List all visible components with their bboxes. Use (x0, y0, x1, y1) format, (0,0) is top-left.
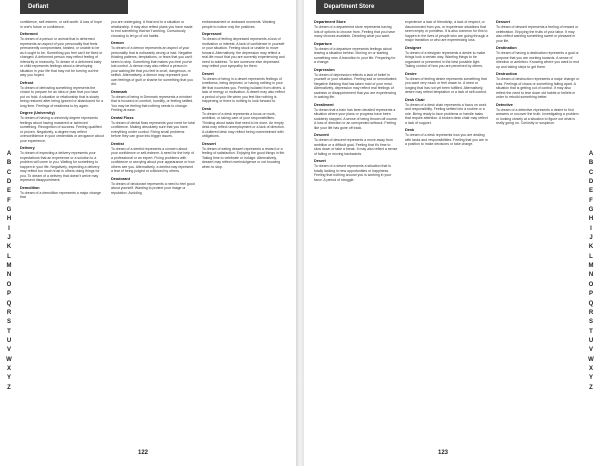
alphabet-letter: Y (6, 375, 11, 382)
dictionary-entry (20, 146, 104, 183)
entry-definition: confidence, self-esteem, or self-worth. A loss of hope in one's future or confidence. (20, 20, 102, 29)
entry-term: Depressed (202, 32, 222, 36)
alphabet-letter: V (6, 347, 11, 354)
entry-definition: you are undergoing. A final end to a situation or relationship. It may also reflect plans you have made to end something that isn't working. Consciously choosing to let go of old habits. (111, 20, 193, 38)
alphabet-letter: U (6, 337, 12, 344)
dictionary-entry (111, 90, 195, 113)
entry-term: Department Store (314, 20, 346, 24)
alphabet-letter: O (6, 281, 12, 288)
entry-term: Dessert (496, 20, 510, 24)
dictionary-entry (314, 42, 398, 65)
alphabet-letter: Q (588, 300, 594, 307)
alphabet-letter: K (588, 244, 594, 251)
alphabet-letter: M (6, 263, 12, 270)
text-columns (20, 20, 286, 434)
entry-definition: To dream of a desk represents a focus on work, ambition, or taking care of your responsibilities. Thinking about tasks that need to be done. An empty desk may reflect unemployment or a lack of direction. A cluttered desk may reflect being overwhelmed with obligations. (202, 111, 285, 138)
alphabet-letter: K (6, 244, 12, 251)
alphabet-letter: G (6, 207, 12, 214)
entry-definition: To dream of a desk represents how you are dealing with tasks and responsibilities. Feeling that you are in a position to make decisions or take charge. (405, 133, 488, 146)
dictionary-entry (496, 20, 580, 43)
entry-definition: To dream of depression reflects a lack of belief in yourself or your situation. Feeling sad or unmotivated. Negative thinking that has taken hold of your mind. Alternatively, depression may reflect real feelings of sadness or disappointment that you are experiencing in waking life. (314, 72, 398, 99)
entry-definition: To dream of a department store represents having lots of options to choose from. Feeling that you have many choices available. Deciding what you want. (314, 25, 396, 38)
alphabet-letter: A (588, 151, 594, 157)
entry-definition: embarrassment or awkward moments. Wanting people to notice only the positives. (202, 20, 276, 29)
entry-term: Deodorant (111, 176, 130, 181)
page-number: 122 (138, 450, 149, 456)
entry-definition: To dream that a train has been derailed represents a situation where your plans or progress have been suddenly stopped. A sense of being thrown off course. A loss of direction or an unexpected setback. Feeling like your life has gone off track. (314, 107, 398, 130)
text-column (405, 20, 489, 434)
dictionary-entry (202, 72, 286, 104)
dictionary-entry (314, 103, 398, 131)
dictionary-entry (111, 177, 195, 196)
entry-definition: To dream of a person or animal that is deformed represents an aspect of your personality that feels permanently compromised, twisted, or unable to be as it ought to be. Something you feel can't be fixed or changed. A deformed person may reflect feeling of inferiority or insecurity. To dream of a deformed baby or child represents feelings about a developing situation in your life that may not be turning out the way you hoped. (20, 37, 103, 77)
alphabet-letter: B (6, 160, 12, 167)
alphabet-letter: S (6, 319, 11, 326)
entry-term: Desert (314, 159, 326, 163)
entry-term: Derailment (314, 102, 334, 107)
dictionary-entry (496, 103, 580, 126)
alphabet-letter: P (588, 291, 593, 298)
entry-definition: To dream of having a university degree represents feelings about having mastered or achieved something. Recognition of success. Feeling qualified or proven. Negatively, a degree may reflect overconfidence in your credentials or arrogance about your experience. (20, 116, 104, 143)
dictionary-entry (111, 20, 195, 38)
alphabet-letter: R (6, 309, 12, 316)
dictionary-entry (496, 46, 580, 69)
alphabet-index (4, 150, 14, 393)
alphabet-letter: E (6, 188, 11, 195)
alphabet-letter: D (588, 179, 594, 186)
entry-definition: To dream of a demon represents an aspect of your personality that is noticeably wrong or bad. Negative thinking patterns, temptations, or fears that you can't seem to stop. Something that makes you feel you've lost control. A demon may also reflect a person in your waking life that you feel is cruel, dangerous, or selfish. Alternatively, a demon may represent your own feelings of guilt or shame for something that you did. (111, 46, 193, 86)
alphabet-letter: G (588, 207, 594, 214)
alphabet-letter: B (588, 160, 594, 167)
entry-term: Deformed (20, 32, 38, 36)
entry-definition: To dream of expecting a delivery represents your expectations that an experience or a solution to a problem will come to you. Waiting for something to happen in your life. Negatively, expecting a delivery may reflect too much trust in others doing things for you. To dream of a delivery that doesn't arrive may represent disappointment. (20, 151, 100, 182)
entry-definition: To dream of eating dessert represents a reward or a feeling of satisfaction. Enjoying the good things in life. Taking time to celebrate or indulge. Alternatively, dessert may reflect overindulgence or not knowing when to stop. (202, 146, 286, 169)
alphabet-letter: X (6, 365, 11, 372)
alphabet-letter: F (7, 197, 11, 204)
entry-term: Demon (111, 41, 124, 45)
dictionary-entry (405, 20, 489, 43)
entry-definition: To dream of a dentist represents a concern about your confidence or self-esteem. A need for the help of a professional or an expert. Fixing problems with confidence or worrying about your appearance or how others see you. Alternatively, a dentist may represent a fear of being judged or criticized by others. (111, 146, 195, 173)
entry-definition: To dream of a desert represents a situation that is totally lacking in new opportunities or happiness. Feeling that nothing around you is working in your favor. A period of struggle. (314, 164, 392, 182)
dictionary-entry (202, 142, 286, 170)
alphabet-letter: E (588, 188, 593, 195)
entry-definition: To dream of dessert represents a feeling of reward or celebration. Enjoying the fruits of your labor. It may also reflect wanting something sweet or pleasant in your life. (496, 25, 579, 43)
dictionary-entry (405, 128, 489, 147)
alphabet-letter: N (6, 272, 12, 279)
entry-definition: To dream of dental floss represents your need for total confidence. Making absolutely sure that you have everything under control. Fixing small problems before they can grow into bigger issues. (111, 120, 195, 138)
alphabet-letter: H (588, 216, 594, 223)
entry-term: Desire (405, 71, 417, 76)
text-column (314, 20, 398, 434)
text-column (202, 20, 286, 434)
dictionary-entry (20, 32, 104, 78)
entry-definition: To dream of having a destination represents a goal or purpose that you are working towards. A sense of direction or ambition. Knowing where you want to end up and taking steps to get there. (496, 51, 580, 69)
entry-term: Depression (314, 67, 335, 72)
entry-definition: To dream of being in Denmark represents a mindset that is focused on comfort, humility, or feeling settled. You may be feeling that nothing needs to change. Feeling at ease. (111, 94, 194, 112)
dictionary-entry (314, 159, 398, 182)
page-header-tab: Defiant (20, 0, 128, 14)
alphabet-letter: Q (6, 300, 12, 307)
entry-term: Desk (405, 128, 415, 132)
alphabet-letter: Y (588, 375, 593, 382)
dictionary-entry (314, 68, 398, 100)
alphabet-letter: W (588, 356, 594, 363)
entry-term: Dessert (202, 141, 216, 146)
entry-definition: To dream of descent represents a move away from ambition or a difficult goal. Feeling that it's time to slow down or take a break. It may also reflect a sense of failing or moving backwards. (314, 138, 398, 156)
dictionary-entry (20, 81, 104, 109)
entry-definition: To dream of a departure represents feelings about leaving a situation behind. Moving on or starting something new. A transition in your life. Preparing for a change. (314, 46, 396, 64)
dictionary-entry (405, 98, 489, 126)
alphabet-letter: Z (7, 384, 11, 391)
alphabet-letter: T (589, 328, 593, 335)
alphabet-letter: J (589, 235, 593, 242)
entry-term: Descent (314, 133, 329, 137)
alphabet-index (586, 150, 596, 393)
dictionary-entry (405, 72, 489, 95)
entry-term: Delivery (20, 146, 35, 150)
alphabet-letter: J (7, 235, 11, 242)
alphabet-letter: T (7, 328, 11, 335)
dictionary-entry (20, 186, 104, 200)
entry-term: Designer (405, 45, 422, 50)
entry-term: Dentist (111, 141, 124, 146)
dictionary-entry (111, 41, 195, 87)
alphabet-letter: R (588, 309, 594, 316)
entry-definition: To dream of deodorant represents a need to feel good about yourself. Wanting to protect your image or reputation. Avoiding (111, 181, 195, 195)
entry-definition: To dream of being in a desert represents feelings of loneliness, being deprived, or having nothing in your life that nourishes you. Feeling isolated from others. A lack of energy or motivation. A desert may also reflect a period of your life when you feel like nothing is happening or there is nothing to look forward to. (202, 76, 286, 103)
entry-definition: To dream of feeling desire represents something that you want very much or feel drawn to. A need or longing that has not yet been fulfilled. Alternatively, desire may reflect temptation or a lack of self-control. (405, 76, 488, 94)
dictionary-entry (202, 32, 286, 69)
left-page (0, 0, 296, 466)
entry-term: Denmark (111, 89, 128, 94)
text-columns (314, 20, 580, 434)
entry-term: Degree (University) (20, 111, 55, 115)
dictionary-entry (496, 72, 580, 100)
dictionary-entry (405, 46, 489, 69)
right-page (304, 0, 600, 466)
entry-definition: experience a lack of friendship, a lack of respect, or disconnected from you, or experience situations that seem empty or pointless. It is also common for this to happen in the lives of people who are going through a major transition or who are experiencing loss. (405, 20, 489, 42)
dictionary-entry (20, 111, 104, 143)
entry-term: Detective (496, 102, 513, 107)
alphabet-letter: V (588, 347, 593, 354)
alphabet-letter: N (588, 272, 594, 279)
page-header-tab: Department Store (316, 0, 424, 14)
alphabet-letter: L (7, 253, 11, 260)
alphabet-letter: C (588, 169, 594, 176)
page-number: 123 (438, 450, 449, 456)
entry-term: Demolition (20, 185, 40, 190)
alphabet-letter: I (590, 225, 592, 232)
entry-term: Dental Floss (111, 115, 134, 120)
book-gutter (296, 0, 304, 466)
alphabet-letter: P (6, 291, 11, 298)
alphabet-letter: A (6, 151, 12, 157)
alphabet-letter: H (6, 216, 12, 223)
text-column (20, 20, 104, 434)
dictionary-entry (20, 20, 104, 29)
alphabet-letter: D (6, 179, 12, 186)
entry-term: Desert (202, 71, 214, 76)
entry-term: Destruction (496, 72, 518, 76)
entry-term: Desk Chair (405, 97, 425, 102)
dictionary-entry (202, 107, 286, 139)
text-column (496, 20, 580, 434)
entry-definition: To dream of defrosting something represents the choice to prepare for an idea or plan that you have put on hold. A situation or relationship that is slowly being restored after being ignored or abandoned for a long time. Feelings of readiness to try again. (20, 85, 104, 108)
alphabet-letter: F (589, 197, 593, 204)
alphabet-letter: O (588, 281, 594, 288)
entry-definition: To dream of a detective represents a desire to find answers or uncover the truth. Investigating a problem or looking closely at a situation to figure out what is really going on. Curiosity or suspicion. (496, 107, 579, 125)
entry-term: Desk (202, 106, 212, 111)
alphabet-letter: Z (589, 384, 593, 391)
alphabet-letter: U (588, 337, 594, 344)
alphabet-letter: S (588, 319, 593, 326)
text-column (111, 20, 195, 434)
entry-term: Departure (314, 41, 332, 46)
dictionary-entry (111, 142, 195, 174)
alphabet-letter: M (588, 263, 594, 270)
entry-definition: To dream of feeling depressed represents a loss of motivation or interest. A lack of confidence in yourself or your situation. Feeling stuck or unable to move forward. Alternatively, the depression may reflect a real-life mood that you are currently experiencing and need to address. To see someone else depressed may reflect your sympathy for them. (202, 37, 285, 68)
dictionary-entry (314, 20, 398, 39)
alphabet-letter: C (6, 169, 12, 176)
entry-definition: To dream of a desk chair represents a focus on work and responsibility. Feeling settled into a routine or a role. Being ready to face problems or handle tasks that require attention. A broken desk chair may reflect a lack of support. (405, 102, 488, 125)
entry-definition: To dream of a designer represents a desire to make things look a certain way. Wanting things to be organized or presented in the best possible light. Taking control of how you are perceived by others. (405, 50, 486, 68)
alphabet-letter: X (588, 365, 593, 372)
alphabet-letter: I (8, 225, 10, 232)
alphabet-letter: W (6, 356, 12, 363)
entry-term: Destination (496, 46, 517, 50)
entry-term: Defrost (20, 80, 34, 85)
alphabet-letter: L (589, 253, 593, 260)
dictionary-entry (314, 133, 398, 156)
entry-definition: To dream of a demolition represents a major change that (20, 190, 101, 199)
dictionary-entry (202, 20, 286, 29)
dictionary-entry (111, 116, 195, 139)
entry-definition: To dream of destruction represents a major change or loss. Feelings of chaos or something falling apart. A situation that is getting out of control. It may also reflect the need to tear down old habits or beliefs in order to rebuild something better. (496, 77, 580, 99)
